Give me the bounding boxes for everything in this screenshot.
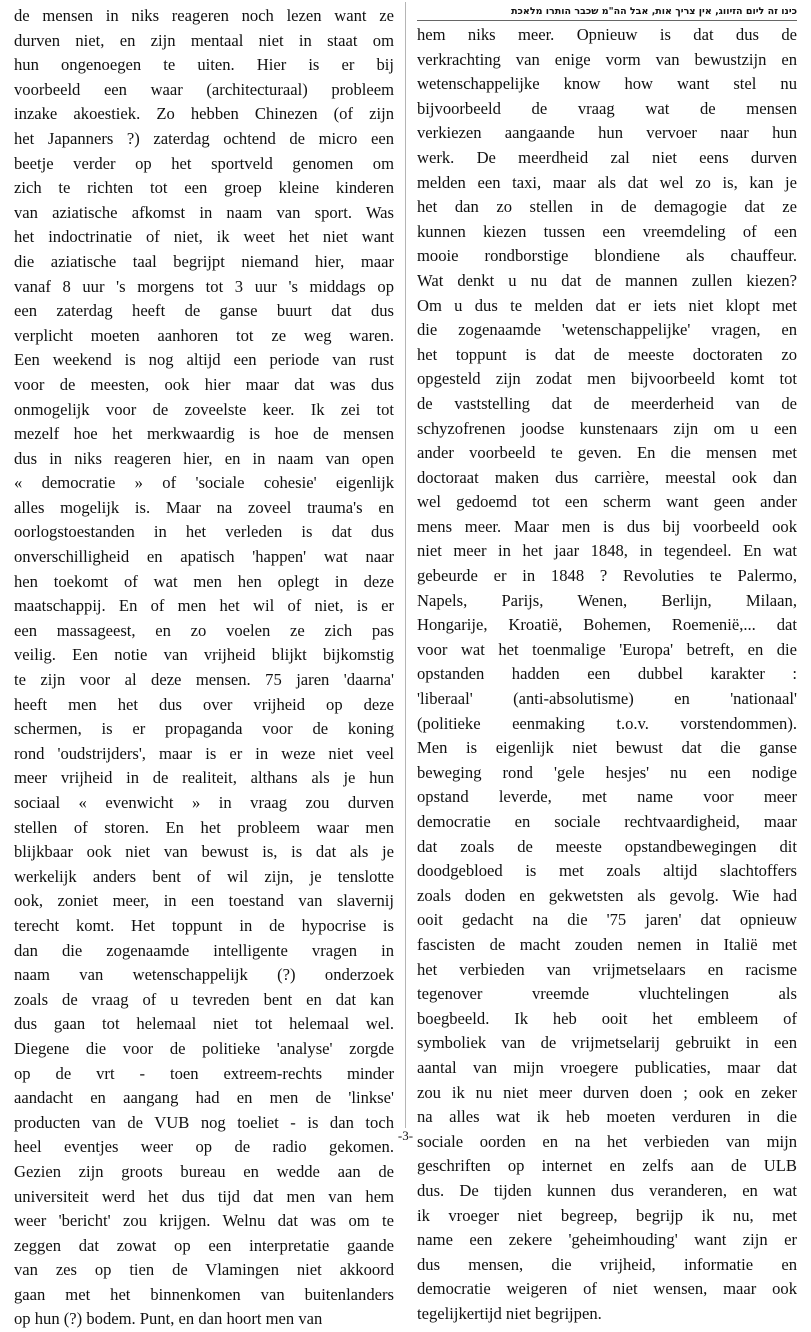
text-line: zou ik nu niet meer durven doen ; ook en zeker xyxy=(417,1082,797,1102)
text-line: op de vrt - toen extreem-rechts minder xyxy=(14,1063,394,1083)
text-line: vanaf 8 uur 's morgens tot 3 uur 's middags op xyxy=(14,276,394,296)
text-line: oorlogstoestanden in het verleden is dat dus xyxy=(14,522,394,542)
text-line: sociale oorden en na het verbieden van mijn xyxy=(417,1131,797,1151)
text-line: stellen of storen. En het probleem waar men xyxy=(14,817,394,837)
text-line: onverschilligheid en apatisch 'happen' wat naar xyxy=(14,547,394,567)
text-line: Om u dus te melden dat er iets niet klopt met xyxy=(417,295,797,315)
text-line: opstanden hadden een dubbel karakter : xyxy=(417,664,797,684)
text-line: werk. De meerdheid zal niet eens durven xyxy=(417,147,797,167)
text-line: dus. De tijden kunnen dus veranderen, en wat xyxy=(417,1180,797,1200)
text-line: terecht komt. Het toppunt in de hypocrise is xyxy=(14,915,394,935)
text-line: blijkbaar ook niet van bewust is, is dat als je xyxy=(14,842,394,862)
text-line: het toppunt is dat de meeste doctoraten zo xyxy=(417,344,797,364)
text-line: democratie en sociale rechtvaardigheid, maar xyxy=(417,812,797,831)
text-line: niet meer in het jaar 1848, in tegendeel. En wat xyxy=(417,541,797,561)
text-line: op hun (?) bodem. Punt, en dan hoort men van xyxy=(14,1309,323,1329)
text-line: universiteit werd het dus tijd dat men van hem xyxy=(14,1186,394,1206)
text-line: voor de meesten, ook hier maar dat was dus xyxy=(14,374,394,394)
text-line: de mensen in niks reageren noch lezen want ze xyxy=(14,6,394,25)
text-line: een massageest, en zo voelen ze zich pas xyxy=(14,620,394,640)
text-line: dus gaan tot helemaal niet tot helemaal wel. xyxy=(14,1014,394,1034)
text-line: verkiezen aangaande hun vervoer naar hun xyxy=(417,123,797,143)
text-line: zeggen dat zowat op een interpretatie gaande xyxy=(14,1235,394,1255)
text-line: wetenschappelijke know how want stel nu xyxy=(417,74,797,94)
page-number: -3- xyxy=(397,1128,414,1143)
text-line: die aziatische taal begrijpt niemand hier, maar xyxy=(14,251,394,271)
text-line: dus mensen, die vrijheid, informatie en xyxy=(417,1254,797,1274)
text-line: meer vrijheid in de realiteit, althans als je hun xyxy=(14,768,394,788)
text-line: opstand leverde, met name voor meer xyxy=(417,787,797,807)
text-line: kunnen kiezen tussen een vreemdeling of een xyxy=(417,221,797,241)
text-line: Napels, Parijs, Wenen, Berlijn, Milaan, xyxy=(417,590,797,610)
text-line: inzake akoestiek. Zo hebben Chinezen (of zijn xyxy=(14,104,394,124)
text-line: sociaal « evenwicht » in vraag zou durven xyxy=(14,793,394,812)
text-line: voorbeeld een waar (architecturaal) probleem xyxy=(14,79,394,99)
column-divider xyxy=(405,2,406,1128)
text-line: opgesteld zijn zodat men bijvoorbeeld komt tot xyxy=(417,369,797,389)
text-line: tegenover vreemde vluchtelingen als xyxy=(417,984,797,1004)
text-line: beetje verder op het sportveld genomen om xyxy=(14,153,394,173)
text-line: zich te richten tot een groep kleine kinderen xyxy=(14,178,394,198)
text-line: ooit gedacht na die '75 jaren' dat opnieuw xyxy=(417,910,797,930)
text-line: voor wat het toenmalige 'Europa' betreft, en die xyxy=(417,639,797,659)
text-line: boegbeeld. Ik heb ooit het embleem of xyxy=(417,1008,797,1028)
text-line: dat zoals de meeste opstandbewegingen dit xyxy=(417,836,797,856)
text-line: na alles wat ik heb moeten verduren in die xyxy=(417,1107,797,1127)
text-line: wel gedoemd tot een scherm want geen ander xyxy=(417,492,797,512)
text-line: mezelf hoe het merkwaardig is hoe de mensen xyxy=(14,424,394,444)
text-line: Hongarije, Kroatië, Bohemen, Roemenië,... dat xyxy=(417,615,797,635)
text-line: (politieke eenmaking t.o.v. vorstendommen). xyxy=(417,713,797,733)
text-line: Men is eigenlijk niet bewust dat die ganse xyxy=(417,738,797,758)
text-line: te zijn voor al deze mensen. 75 jaren 'daarna' xyxy=(14,670,394,690)
text-line: doodgebloed is met zoals altijd slachtoffers xyxy=(417,861,797,881)
text-line: bijvoorbeeld de vraag wat de mensen xyxy=(417,98,797,118)
text-line: mooie rondborstige blondiene als chauffeur. xyxy=(417,246,797,266)
text-line: dus in niks reageren hier, en in naam van open xyxy=(14,448,394,468)
text-line: Diegene die voor de politieke 'analyse' zorgde xyxy=(14,1038,394,1058)
text-line: schermen, is er propaganda voor de koning xyxy=(14,719,394,739)
text-line: gaan met het binnenkomen van buitenlanders xyxy=(14,1284,394,1304)
text-line: symboliek van de vrijmetselarij gebruikt in een xyxy=(417,1033,797,1053)
text-line: zoals doden en gekwetsten als gevolg. Wie had xyxy=(417,885,797,905)
text-line: aandacht en aangang had en men de 'linkse' xyxy=(14,1088,394,1108)
text-line: gebeurde er in 1848 ? Revoluties te Palermo, xyxy=(417,566,797,586)
text-line: doctoraat maken dus carrière, meestal ook dan xyxy=(417,467,797,487)
text-line: geschriften op internet en zelfs aan de ULB xyxy=(417,1156,797,1176)
text-line: democratie weigeren of niet wensen, maar ook xyxy=(417,1279,797,1299)
text-line: onmogelijk voor de zoveelste keer. Ik zei tot xyxy=(14,399,394,419)
text-line: « democratie » of 'sociale cohesie' eigenlijk xyxy=(14,473,394,493)
text-line: hen toekomt of wat men hen oplegt in deze xyxy=(14,571,394,591)
text-line: 'liberaal' (anti-absolutisme) en 'nationaal' xyxy=(417,689,797,709)
text-line: aantal van mijn vroegere publicaties, maar dat xyxy=(417,1057,797,1077)
text-line: de vaststelling dat de meerderheid van de xyxy=(417,393,797,413)
left-column xyxy=(14,4,394,1329)
text-line: heeft men het dus over vrijheid op deze xyxy=(14,694,394,714)
text-line: ook, zoniet meer, in een toestand van slavernij xyxy=(14,891,394,911)
text-line: verkrachting van enige vorm van bewustzijn en xyxy=(417,49,797,69)
text-line: tegelijkertijd niet begrijpen. xyxy=(417,1303,602,1323)
text-line: het Japanners ?) zaterdag ochtend de micro een xyxy=(14,128,394,148)
text-line: name een zekere 'geheimhouding' want zijn er xyxy=(417,1230,797,1250)
text-line: rond 'oudstrijders', maar is er in weze niet veel xyxy=(14,743,394,763)
text-line: veilig. Een notie van vrijheid blijkt bijkomstig xyxy=(14,645,394,665)
text-line: het verbieden van vrijmetselaars en racisme xyxy=(417,959,797,979)
text-line: producten van de VUB nog toeliet - is dan toch xyxy=(14,1112,394,1132)
right-column xyxy=(417,4,797,1323)
text-line: beweging rond 'gele hesjes' nu een nodige xyxy=(417,762,797,782)
text-line: melden een taxi, maar als dat wel zo is, kan je xyxy=(417,172,797,192)
text-line: heel eventjes weer op de radio gekomen. xyxy=(14,1137,394,1157)
text-line: verplicht moeten aanhoren tot ze weg waren. xyxy=(14,325,394,345)
text-line: een zaterdag heeft de ganse buurt dat dus xyxy=(14,301,394,321)
text-line: zoals de vraag of u tevreden bent en dat kan xyxy=(14,989,394,1009)
text-line: hun ongenoegen te uiten. Hier is er bij xyxy=(14,55,394,75)
text-line: ander voorbeeld te geven. En die mensen met xyxy=(417,443,797,463)
text-line: ik vroeger niet begreep, begrijp ik nu, met xyxy=(417,1205,797,1225)
text-line: durven niet, en zijn mentaal niet in staat om xyxy=(14,30,394,50)
text-line: die zogenaamde 'wetenschappelijke' vragen, en xyxy=(417,320,797,340)
text-line: dan die zogenaamde intelligente vragen in xyxy=(14,940,394,960)
text-line: van aziatische afkomst in naam van sport. Was xyxy=(14,202,394,222)
text-line: het indoctrinatie of niet, ik weet het niet want xyxy=(14,227,394,247)
text-line: werkelijk anders bent of wil zijn, je tenslotte xyxy=(14,866,394,886)
text-line: maatschappij. En of men het wil of niet, is er xyxy=(14,596,394,616)
text-line: hem niks meer. Opnieuw is dat dus de xyxy=(417,25,797,44)
text-line: alles mogelijk is. Maar na zoveel trauma's en xyxy=(14,497,394,517)
text-line: schyzofrenen joodse kunstenaars zijn om u een xyxy=(417,418,797,438)
text-line: mens meer. Maar men is dus bij voorbeeld ook xyxy=(417,516,797,536)
text-line: Gezien zijn groots bureau en wedde aan de xyxy=(14,1161,394,1181)
hebrew-header-line: כינו זה ליום הזיווג, אין צריך אות, אבל הה"מ שכבר הותרו מלאכת xyxy=(417,4,797,21)
text-line: Een weekend is nog altijd een periode van rust xyxy=(14,350,394,370)
text-line: naam van wetenschappelijk (?) onderzoek xyxy=(14,965,394,985)
text-line: fascisten de macht zouden nemen in Italië met xyxy=(417,934,797,954)
text-line: weer 'bericht' zou krijgen. Welnu dat was om te xyxy=(14,1211,394,1231)
text-line: van zes op tien de Vlamingen niet akkoord xyxy=(14,1260,394,1280)
text-line: Wat denkt u nu dat de mannen zullen kiezen? xyxy=(417,270,797,290)
text-line: het dan zo stellen in de demagogie dat ze xyxy=(417,197,797,217)
